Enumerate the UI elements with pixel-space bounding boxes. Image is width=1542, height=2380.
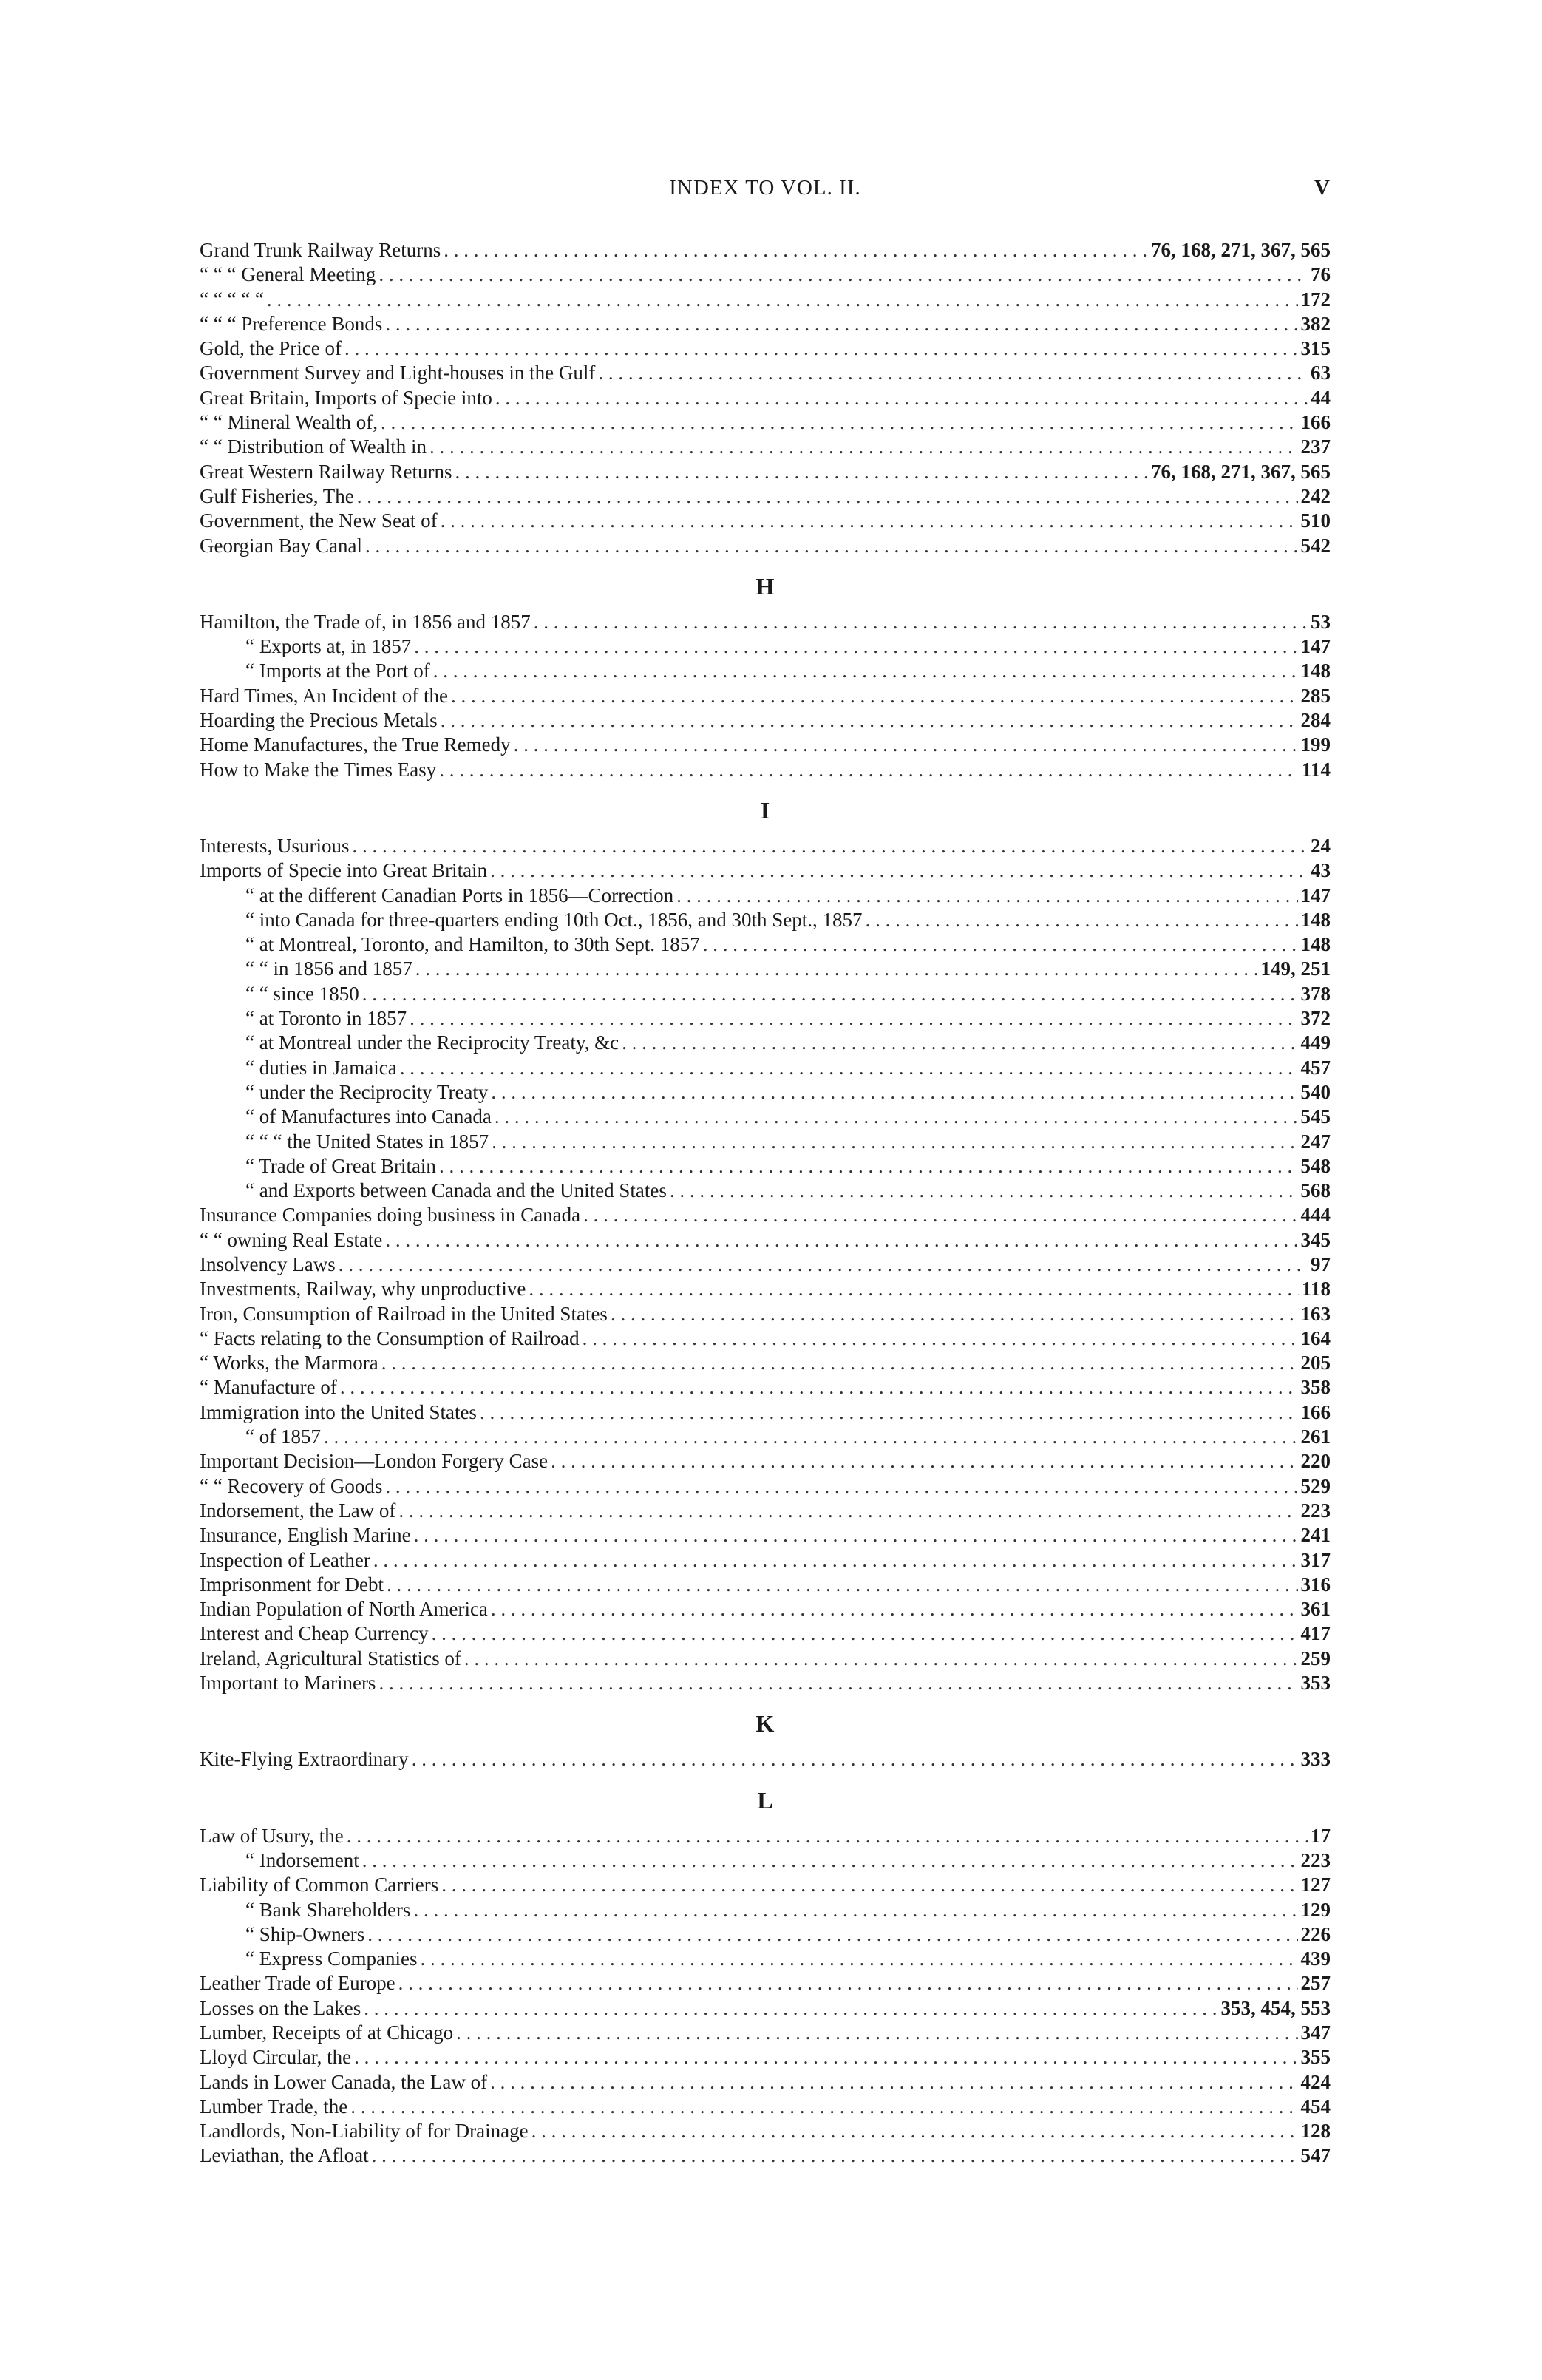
entry-text: Gulf Fisheries, The	[200, 484, 354, 507]
index-entry	[200, 1499, 1331, 1523]
entry-pages: 76	[1311, 263, 1331, 286]
entry-text: Immigration into the United States	[200, 1400, 477, 1423]
dot-leader	[495, 386, 1308, 410]
dot-leader	[357, 484, 1298, 509]
entry-pages: 76, 168, 271, 367, 565	[1151, 239, 1331, 261]
entry-text: “ at Montreal, Toronto, and Hamilton, to 30th Sept. 1857	[245, 933, 700, 956]
dot-leader	[492, 1130, 1297, 1154]
dot-leader	[531, 2119, 1298, 2143]
index-entry	[200, 1947, 1331, 1971]
entry-text: “ “ “ the United States in 1857	[245, 1130, 489, 1153]
entry-pages: 44	[1311, 386, 1331, 409]
dot-leader	[432, 1621, 1298, 1646]
index-entry	[200, 1400, 1331, 1425]
dot-leader	[670, 1179, 1298, 1203]
entry-pages: 223	[1300, 1848, 1331, 1871]
dot-leader	[439, 1154, 1298, 1179]
entry-pages: 24	[1311, 834, 1331, 857]
entry-pages: 114	[1301, 758, 1331, 781]
dot-leader	[439, 758, 1299, 782]
dot-leader	[414, 634, 1297, 659]
entry-pages: 242	[1300, 484, 1331, 507]
entry-pages: 127	[1300, 1874, 1331, 1896]
entry-text: Hamilton, the Trade of, in 1856 and 1857	[200, 610, 531, 633]
index-entry	[200, 1523, 1331, 1547]
index-entry	[200, 1824, 1331, 1848]
entry-text: “ into Canada for three-quarters ending 10th Oct., 1856, and 30th Sept., 1857	[245, 908, 863, 931]
entry-pages: 358	[1300, 1376, 1331, 1399]
dot-leader	[398, 1971, 1298, 1996]
entry-text: “ at the different Canadian Ports in 1856—Correction	[245, 884, 674, 906]
entry-pages: 97	[1311, 1252, 1331, 1275]
index-entry	[200, 908, 1331, 932]
index-entry	[200, 2095, 1331, 2119]
index-entry	[200, 932, 1331, 957]
dot-leader	[347, 1824, 1308, 1848]
entry-text: “ under the Reciprocity Treaty	[245, 1080, 489, 1103]
entry-pages: 316	[1300, 1573, 1331, 1596]
entry-text: “ Ship-Owners	[245, 1922, 365, 1945]
index-entry	[200, 634, 1331, 659]
index-entry	[200, 1302, 1331, 1326]
dot-leader	[622, 1031, 1297, 1055]
entry-pages: 317	[1300, 1548, 1331, 1571]
entry-text: Insurance, English Marine	[200, 1524, 411, 1547]
dot-leader	[352, 834, 1308, 858]
index-entry	[200, 1326, 1331, 1351]
entry-text: “ Trade of Great Britain	[245, 1154, 436, 1177]
dot-leader	[385, 312, 1297, 336]
entry-text: “ at Toronto in 1857	[245, 1007, 407, 1030]
entry-text: “ “ “ “ “	[200, 288, 264, 311]
index-entry	[200, 1898, 1331, 1922]
index-entry	[200, 1105, 1331, 1129]
entry-pages: 220	[1300, 1450, 1331, 1473]
entry-pages: 333	[1300, 1748, 1331, 1771]
entry-pages: 53	[1311, 610, 1331, 633]
index-entry	[200, 1848, 1331, 1873]
entry-pages: 247	[1300, 1130, 1331, 1153]
entry-pages: 259	[1300, 1647, 1331, 1669]
entry-text: Important Decision—London Forgery Case	[200, 1450, 548, 1473]
dot-leader	[451, 684, 1298, 708]
entry-text: “ “ “ General Meeting	[200, 263, 376, 286]
dot-leader	[398, 1499, 1297, 1523]
index-entry	[200, 1375, 1331, 1400]
entry-text: “ at Montreal under the Reciprocity Treaty, &c	[245, 1031, 619, 1054]
dot-leader	[480, 1400, 1298, 1425]
index-entry	[200, 1154, 1331, 1179]
entry-text: “ duties in Jamaica	[245, 1056, 397, 1079]
entry-pages: 63	[1311, 362, 1331, 384]
dot-leader	[267, 288, 1298, 312]
index-entry	[200, 2070, 1331, 2095]
dot-leader	[703, 932, 1298, 957]
index-entry	[200, 957, 1331, 981]
dot-leader	[350, 2095, 1297, 2119]
entry-text: Important to Mariners	[200, 1672, 376, 1695]
dot-leader	[412, 1747, 1298, 1772]
entry-text: Ireland, Agricultural Statistics of	[200, 1647, 461, 1669]
index-entry	[200, 684, 1331, 708]
entry-text: Leviathan, the Afloat	[200, 2144, 369, 2167]
dot-leader	[413, 1898, 1297, 1922]
dot-leader	[441, 509, 1298, 533]
entry-text: “ “ in 1856 and 1857	[245, 957, 412, 980]
index-entry	[200, 1971, 1331, 1996]
index-entry	[200, 361, 1331, 385]
entry-text: Great Britain, Imports of Specie into	[200, 386, 492, 409]
section-letter-l: L	[757, 1786, 773, 1814]
entry-text: Lands in Lower Canada, the Law of	[200, 2070, 488, 2093]
index-entry	[200, 435, 1331, 459]
entry-pages: 163	[1300, 1302, 1331, 1325]
section-letter-h: H	[755, 572, 775, 600]
index-entry	[200, 1922, 1331, 1947]
entry-pages: 417	[1300, 1622, 1331, 1645]
dot-leader	[367, 1922, 1297, 1947]
entry-pages: 361	[1300, 1598, 1331, 1621]
entry-text: “ Works, the Marmora	[200, 1352, 378, 1374]
entry-pages: 148	[1300, 908, 1331, 931]
page-header	[200, 176, 1331, 206]
entry-text: Imprisonment for Debt	[200, 1573, 384, 1596]
dot-leader	[529, 1277, 1299, 1301]
dot-leader	[373, 1548, 1298, 1573]
entry-text: Lumber, Receipts of at Chicago	[200, 2021, 454, 2044]
entry-text: “ Indorsement	[245, 1848, 359, 1871]
entry-text: Law of Usury, the	[200, 1824, 344, 1847]
index-entry	[200, 1080, 1331, 1105]
dot-leader	[385, 1474, 1297, 1499]
dot-leader	[490, 2070, 1297, 2095]
dot-leader	[381, 410, 1298, 435]
entry-pages: 147	[1300, 635, 1331, 658]
index-entry	[200, 1277, 1331, 1301]
index-entry	[200, 1621, 1331, 1646]
entry-pages: 261	[1300, 1425, 1331, 1448]
entry-pages: 568	[1300, 1179, 1331, 1202]
running-title: INDEX TO VOL. II.	[669, 176, 861, 200]
dot-leader	[378, 1671, 1297, 1695]
dot-leader	[372, 2143, 1298, 2168]
dot-leader	[441, 1873, 1297, 1897]
index-entry	[200, 884, 1331, 908]
entry-pages: 257	[1300, 1972, 1331, 1995]
index-entry	[200, 1252, 1331, 1277]
entry-pages: 147	[1300, 884, 1331, 906]
entry-pages: 529	[1300, 1474, 1331, 1497]
entry-pages: 166	[1300, 411, 1331, 434]
page-number: V	[1314, 176, 1331, 200]
entry-pages: 454	[1300, 2095, 1331, 2118]
entry-pages: 548	[1300, 1154, 1331, 1177]
dot-leader	[387, 1573, 1298, 1597]
entry-pages: 540	[1300, 1080, 1331, 1103]
entry-text: Indian Population of North America	[200, 1598, 488, 1621]
index-entry	[200, 2021, 1331, 2045]
entry-pages: 444	[1300, 1204, 1331, 1227]
entry-pages: 172	[1300, 288, 1331, 311]
index-entry	[200, 1425, 1331, 1449]
index-column	[200, 238, 1331, 2169]
entry-pages: 149, 251	[1260, 957, 1331, 980]
entry-pages: 510	[1300, 509, 1331, 532]
dot-leader	[455, 460, 1148, 484]
entry-pages: 205	[1300, 1352, 1331, 1374]
entry-pages: 148	[1300, 660, 1331, 682]
entry-text: Imports of Specie into Great Britain	[200, 859, 488, 882]
index-entry	[200, 2045, 1331, 2069]
entry-text: “ Facts relating to the Consumption of Railroad	[200, 1326, 580, 1349]
index-entry	[200, 733, 1331, 757]
index-entry	[200, 386, 1331, 410]
dot-leader	[598, 361, 1308, 385]
dot-leader	[495, 1105, 1298, 1129]
entry-text: “ “ Recovery of Goods	[200, 1474, 383, 1497]
index-entry	[200, 2119, 1331, 2143]
dot-leader	[365, 534, 1298, 558]
index-entry	[200, 509, 1331, 533]
entry-pages: 128	[1300, 2120, 1331, 2143]
entry-pages: 347	[1300, 2021, 1331, 2044]
entry-text: “ Express Companies	[245, 1947, 418, 1970]
index-entry	[200, 659, 1331, 683]
dot-leader	[491, 1597, 1298, 1621]
index-entry	[200, 1873, 1331, 1897]
section-letter-i: I	[760, 796, 770, 824]
index-entry	[200, 1056, 1331, 1080]
entry-pages: 378	[1300, 982, 1331, 1005]
dot-leader	[354, 2045, 1297, 2069]
dot-leader	[381, 1351, 1298, 1375]
index-entry	[200, 410, 1331, 435]
entry-pages: 241	[1300, 1524, 1331, 1547]
entry-pages: 439	[1300, 1947, 1331, 1970]
entry-text: “ “ since 1850	[245, 982, 359, 1005]
entry-pages: 355	[1300, 2046, 1331, 2069]
entry-pages: 223	[1300, 1499, 1331, 1522]
entry-text: Hoarding the Precious Metals	[200, 709, 438, 732]
index-entry	[200, 1203, 1331, 1227]
entry-text: Leather Trade of Europe	[200, 1972, 395, 1995]
entry-pages: 345	[1300, 1228, 1331, 1251]
index-entry	[200, 1351, 1331, 1375]
entry-text: Georgian Bay Canal	[200, 534, 362, 557]
entry-pages: 118	[1301, 1278, 1331, 1301]
index-entry	[200, 1548, 1331, 1573]
dot-leader	[611, 1302, 1298, 1326]
entry-text: Insurance Companies doing business in Canada	[200, 1204, 581, 1227]
dot-leader	[362, 982, 1298, 1006]
entry-text: Government Survey and Light-houses in the Gulf	[200, 362, 596, 384]
index-entry	[200, 312, 1331, 336]
entry-text: “ and Exports between Canada and the United States	[245, 1179, 667, 1202]
dot-leader	[400, 1056, 1298, 1080]
index-entry	[200, 1130, 1331, 1154]
dot-leader	[420, 1947, 1297, 1971]
dot-leader	[378, 262, 1308, 287]
dot-leader	[441, 708, 1298, 733]
entry-text: How to Make the Times Easy	[200, 758, 437, 781]
entry-text: Government, the New Seat of	[200, 509, 438, 532]
dot-leader	[415, 957, 1258, 981]
entry-pages: 424	[1300, 2070, 1331, 2093]
entry-pages: 17	[1311, 1824, 1331, 1847]
entry-pages: 545	[1300, 1105, 1331, 1128]
index-entry	[200, 610, 1331, 634]
index-entry	[200, 1573, 1331, 1597]
entry-text: “ Imports at the Port of	[245, 660, 430, 682]
entry-text: “ “ Distribution of Wealth in	[200, 435, 427, 458]
entry-pages: 148	[1300, 933, 1331, 956]
entry-text: Home Manufactures, the True Remedy	[200, 733, 511, 756]
entry-text: Indorsement, the Law of	[200, 1499, 396, 1522]
section-letter-k: K	[755, 1710, 775, 1737]
entry-pages: 237	[1300, 435, 1331, 458]
entry-text: Inspection of Leather	[200, 1548, 370, 1571]
entry-text: “ of 1857	[245, 1425, 321, 1448]
dot-leader	[433, 659, 1298, 683]
entry-pages: 353, 454, 553	[1220, 1996, 1331, 2019]
entry-text: Lloyd Circular, the	[200, 2046, 352, 2069]
index-entry	[200, 1179, 1331, 1203]
entry-text: “ Exports at, in 1857	[245, 635, 412, 658]
entry-text: Landlords, Non-Liability of for Drainage	[200, 2120, 529, 2143]
index-entry	[200, 1747, 1331, 1772]
index-entry	[200, 336, 1331, 361]
entry-pages: 226	[1300, 1922, 1331, 1945]
entry-text: “ “ Mineral Wealth of,	[200, 411, 378, 434]
index-entry	[200, 1996, 1331, 2021]
index-entry	[200, 1449, 1331, 1474]
dot-leader	[324, 1425, 1298, 1449]
entry-pages: 353	[1300, 1672, 1331, 1695]
entry-text: Losses on the Lakes	[200, 1996, 361, 2019]
entry-text: “ “ “ Preference Bonds	[200, 312, 383, 335]
entry-pages: 164	[1300, 1326, 1331, 1349]
index-entry	[200, 834, 1331, 858]
entry-pages: 449	[1300, 1031, 1331, 1054]
entry-pages: 43	[1311, 859, 1331, 882]
dot-leader	[339, 1252, 1308, 1277]
entry-text: Insolvency Laws	[200, 1252, 336, 1275]
entry-pages: 285	[1300, 684, 1331, 707]
dot-leader	[340, 1375, 1298, 1400]
dot-leader	[583, 1326, 1298, 1351]
entry-pages: 372	[1300, 1007, 1331, 1030]
entry-text: Lumber Trade, the	[200, 2095, 348, 2118]
index-entry	[200, 758, 1331, 782]
index-entry	[200, 288, 1331, 312]
entry-pages: 199	[1300, 733, 1331, 756]
index-entry	[200, 1031, 1331, 1055]
dot-leader	[444, 238, 1148, 262]
index-entry	[200, 2143, 1331, 2168]
dot-leader	[866, 908, 1298, 932]
index-entry	[200, 262, 1331, 287]
index-entry	[200, 534, 1331, 558]
dot-leader	[514, 733, 1298, 757]
entry-pages: 76, 168, 271, 367, 565	[1151, 460, 1331, 483]
dot-leader	[583, 1203, 1297, 1227]
entry-text: Hard Times, An Incident of the	[200, 684, 448, 707]
index-entry	[200, 708, 1331, 733]
dot-leader	[491, 1080, 1297, 1105]
dot-leader	[456, 2021, 1297, 2045]
entry-pages: 166	[1300, 1400, 1331, 1423]
index-entry	[200, 484, 1331, 509]
entry-pages: 129	[1300, 1898, 1331, 1921]
entry-pages: 457	[1300, 1056, 1331, 1079]
dot-leader	[414, 1523, 1298, 1547]
index-entry	[200, 1597, 1331, 1621]
entry-pages: 315	[1300, 337, 1331, 360]
index-entry	[200, 1006, 1331, 1031]
index-entry	[200, 460, 1331, 484]
entry-text: Kite-Flying Extraordinary	[200, 1748, 409, 1771]
entry-text: Iron, Consumption of Railroad in the United States	[200, 1302, 608, 1325]
dot-leader	[551, 1449, 1297, 1474]
dot-leader	[344, 336, 1298, 361]
entry-pages: 382	[1300, 312, 1331, 335]
dot-leader	[362, 1848, 1298, 1873]
entry-pages: 542	[1300, 534, 1331, 557]
entry-text: Grand Trunk Railway Returns	[200, 239, 441, 261]
index-entry	[200, 982, 1331, 1006]
index-entry	[200, 1671, 1331, 1695]
entry-text: “ Bank Shareholders	[245, 1898, 411, 1921]
dot-leader	[364, 1996, 1217, 2021]
index-entry	[200, 1228, 1331, 1252]
entry-text: “ of Manufactures into Canada	[245, 1105, 492, 1128]
index-entry	[200, 1647, 1331, 1671]
dot-leader	[385, 1228, 1297, 1252]
index-entry	[200, 1474, 1331, 1499]
dot-leader	[464, 1647, 1298, 1671]
entry-text: Gold, the Price of	[200, 337, 342, 360]
dot-leader	[410, 1006, 1297, 1031]
dot-leader	[676, 884, 1297, 908]
entry-text: Liability of Common Carriers	[200, 1874, 439, 1896]
index-entry	[200, 858, 1331, 883]
entry-text: Great Western Railway Returns	[200, 460, 452, 483]
entry-text: “ Manufacture of	[200, 1376, 337, 1399]
index-entry	[200, 238, 1331, 262]
dot-leader	[490, 858, 1308, 883]
entry-pages: 547	[1300, 2144, 1331, 2167]
entry-text: Investments, Railway, why unproductive	[200, 1278, 526, 1301]
dot-leader	[429, 435, 1297, 459]
entry-text: “ “ owning Real Estate	[200, 1228, 383, 1251]
dot-leader	[534, 610, 1308, 634]
entry-text: Interests, Usurious	[200, 834, 350, 857]
entry-pages: 284	[1300, 709, 1331, 732]
entry-text: Interest and Cheap Currency	[200, 1622, 429, 1645]
